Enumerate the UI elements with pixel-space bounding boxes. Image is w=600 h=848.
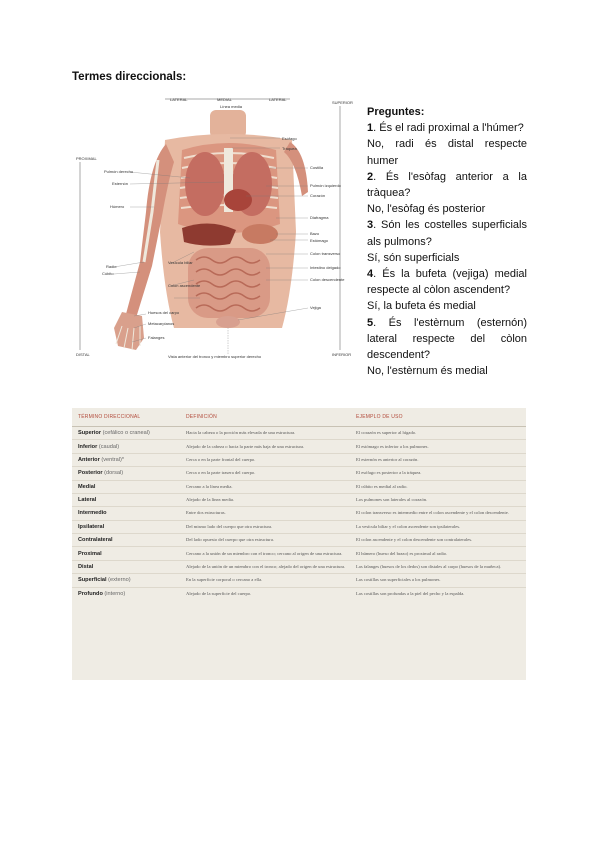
- anatomy-figure: [70, 92, 358, 364]
- example-cell: La vesícula biliar y el colon ascendente son ipsilaterales.: [350, 520, 526, 533]
- term-name: Distal: [78, 563, 94, 570]
- label-spleen: Bazo: [310, 231, 320, 236]
- question-2: 2. És l'esòfag anterior a la tràquea?: [367, 170, 527, 200]
- table-row: [72, 453, 526, 466]
- axis-superior: SUPERIOR: [332, 100, 353, 105]
- example-cell: El cúbito es medial al radio.: [350, 480, 526, 493]
- label-diaphragm: Diafragma: [310, 215, 329, 220]
- definition-cell: Cercano a la línea media.: [180, 480, 350, 493]
- term-cell: [72, 493, 180, 506]
- term-cell: [72, 560, 180, 573]
- label-transverse-colon: Colon transverso: [310, 251, 341, 256]
- definition-cell: Hacia la cabeza o la porción más elevada de una estructura.: [180, 427, 350, 440]
- answer-5: No, l'estèrnum és medial: [367, 365, 488, 378]
- midline-label: Línea media: [220, 104, 243, 109]
- definition-cell: Alejado de la unión de un miembro con el tronco; alejado del origen de una estructura.: [180, 560, 350, 573]
- anatomy-illustration: [70, 92, 358, 364]
- definition-cell: Del mismo lado del cuerpo que otra estructura.: [180, 520, 350, 533]
- term-name: Contralateral: [78, 537, 113, 544]
- term-alt: (externo): [108, 577, 131, 584]
- table-row: [72, 507, 526, 520]
- term-cell: [72, 507, 180, 520]
- question-3: 3. Són les costelles superficials als pulmons?: [367, 219, 527, 248]
- term-cell: [72, 587, 180, 600]
- definition-cell: Del lado opuesto del cuerpo que otra estructura.: [180, 534, 350, 547]
- answer-4: Sí, la bufeta és medial: [367, 300, 476, 313]
- label-humerus: Húmero: [110, 204, 125, 209]
- definition-cell: En la superficie corporal o cercano a ella.: [180, 574, 350, 587]
- table-row: [72, 520, 526, 533]
- label-radius: Radio: [106, 264, 117, 269]
- term-name: Superior: [78, 430, 102, 437]
- example-cell: El estómago es inferior a los pulmones.: [350, 440, 526, 453]
- term-cell: [72, 547, 180, 560]
- header-example: EJEMPLO DE USO: [350, 408, 526, 427]
- label-heart: Corazón: [310, 193, 326, 198]
- term-name: Medial: [78, 483, 96, 490]
- table-row: [72, 587, 526, 600]
- example-cell: Las costillas son superficiales a los pulmones.: [350, 574, 526, 587]
- table-row: [72, 480, 526, 493]
- axis-distal: DISTAL: [76, 352, 90, 357]
- example-cell: El colon transverso es intermedio entre el colon ascendente y el colon descendente.: [350, 507, 526, 520]
- answer-1: No, radi és distal respecte humer: [367, 138, 527, 167]
- term-name: Proximal: [78, 550, 102, 557]
- example-cell: El esófago es posterior a la tráquea.: [350, 467, 526, 480]
- questions-panel: [367, 104, 527, 379]
- term-name: Inferior: [78, 443, 98, 450]
- header-term: TÉRMINO DIRECCIONAL: [72, 408, 180, 427]
- definition-cell: Entre dos estructuras.: [180, 507, 350, 520]
- term-alt: (caudal): [98, 443, 120, 450]
- label-bladder: Vejiga: [310, 305, 321, 310]
- table-row: [72, 547, 526, 560]
- label-descending-colon: Colon descendente: [310, 277, 345, 282]
- term-alt: (cefálico o craneal): [102, 430, 150, 437]
- label-left-lung: Pulmón izquierdo: [310, 183, 341, 188]
- question-1: 1. És el radi proximal a l'húmer?: [367, 122, 524, 135]
- label-rib: Costilla: [310, 165, 324, 170]
- label-trachea: Tráquea: [282, 146, 297, 151]
- example-cell: El colon ascendente y el colon descendente son contralaterales.: [350, 534, 526, 547]
- example-cell: Las falanges (huesos de los dedos) son distales al carpo (huesos de la muñeca).: [350, 560, 526, 573]
- label-right-lung: Pulmón derecho: [104, 169, 134, 174]
- term-cell: [72, 467, 180, 480]
- table-body: [72, 427, 526, 600]
- term-cell: [72, 440, 180, 453]
- definition-cell: Cercano a la unión de un miembro con el tronco; cercano al origen de una estructura.: [180, 547, 350, 560]
- term-cell: [72, 520, 180, 533]
- question-5: 5. És l'estèrnum (esternón) lateral respecte del còlon descendent?: [367, 316, 527, 362]
- term-cell: [72, 427, 180, 440]
- table-header-row: [72, 408, 526, 427]
- question-4: 4. És la bufeta (vejiga) medial respecte al còlon ascendent?: [367, 268, 527, 297]
- definition-cell: Cerca o en la parte frontal del cuerpo.: [180, 453, 350, 466]
- definition-cell: Alejado de la línea media.: [180, 493, 350, 506]
- table-row: [72, 427, 526, 440]
- term-name: Ipsilateral: [78, 523, 105, 530]
- term-cell: [72, 574, 180, 587]
- questions-heading: Preguntes:: [367, 106, 425, 118]
- header-definition: DEFINICIÓN: [180, 408, 350, 427]
- page-title: Termes direccionals:: [72, 71, 187, 83]
- answer-2: No, l'esòfag és posterior: [367, 203, 486, 216]
- axis-inferior: INFERIOR: [332, 352, 352, 357]
- table-row: [72, 467, 526, 480]
- definition-cell: Cerca o en la parte trasera del cuerpo.: [180, 467, 350, 480]
- table-row: [72, 440, 526, 453]
- definition-cell: Alejado de la cabeza o hacia la parte más baja de una estructura.: [180, 440, 350, 453]
- label-small-intestine: Intestino delgado: [310, 265, 341, 270]
- label-ulna: Cúbito: [102, 271, 114, 276]
- term-alt: (dorsal): [104, 470, 124, 477]
- label-ascending-colon: Colon ascendente: [168, 283, 201, 288]
- label-esophagus: Esófago: [282, 136, 297, 141]
- top-label-medial: MEDIAL: [217, 97, 232, 102]
- label-sternum: Esternón: [112, 181, 129, 186]
- axis-proximal: PROXIMAL: [76, 156, 97, 161]
- example-cell: El húmero (hueso del brazo) es proximal al radio.: [350, 547, 526, 560]
- example-cell: Los pulmones son laterales al corazón.: [350, 493, 526, 506]
- term-alt: (interno): [104, 590, 126, 597]
- example-cell: El corazón es superior al hígado.: [350, 427, 526, 440]
- table-row: [72, 493, 526, 506]
- term-cell: [72, 534, 180, 547]
- top-label-lateral-left: LATERAL: [170, 97, 188, 102]
- definition-cell: Alejado de la superficie del cuerpo.: [186, 590, 252, 596]
- figure-caption: Vista anterior del tronco y miembro superior derecho: [168, 354, 262, 359]
- table-row: [72, 534, 526, 547]
- term-name: Anterior: [78, 456, 100, 463]
- example-cell: Las costillas son profundas a la piel del pecho y la espalda.: [356, 590, 465, 596]
- label-phalanges: Falanges: [148, 335, 165, 340]
- term-name: Superficial: [78, 577, 107, 584]
- term-name: Posterior: [78, 470, 103, 477]
- term-cell: [72, 453, 180, 466]
- term-name: Intermedio: [78, 510, 107, 517]
- table-row: [72, 574, 526, 587]
- term-cell: [72, 480, 180, 493]
- label-gallbladder: Vesícula biliar: [168, 260, 193, 265]
- label-stomach: Estómago: [310, 238, 329, 243]
- label-carpals: Huesos del carpo: [148, 310, 180, 315]
- label-metacarpals: Metacarpianos: [148, 321, 175, 326]
- term-name: Profundo: [78, 590, 103, 597]
- example-cell: El esternón es anterior al corazón.: [350, 453, 526, 466]
- directional-terms-table: [72, 408, 526, 680]
- answer-3: Sí, són superficials: [367, 251, 460, 264]
- top-label-lateral-right: LATERAL: [269, 97, 287, 102]
- term-name: Lateral: [78, 497, 97, 504]
- term-alt: (ventral)*: [101, 456, 125, 463]
- table-row: [72, 560, 526, 573]
